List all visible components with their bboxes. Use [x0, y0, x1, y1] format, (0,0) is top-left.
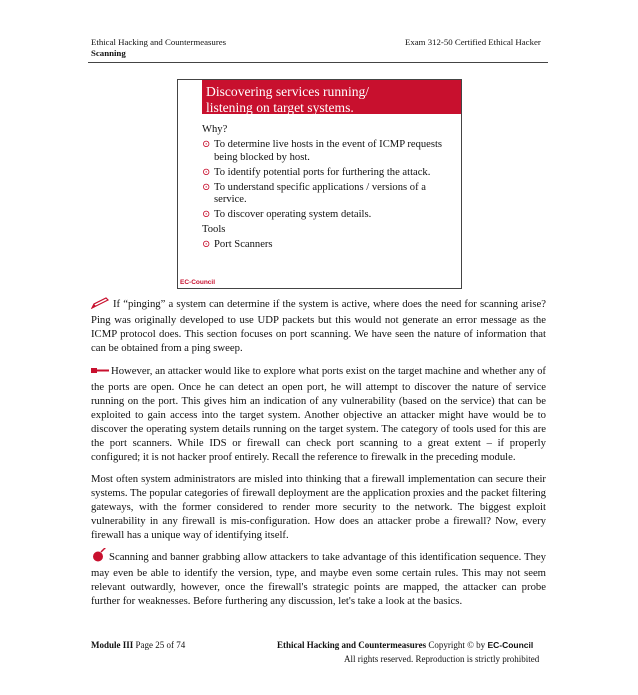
footer-course: Ethical Hacking and Countermeasures: [277, 640, 427, 650]
bomb-icon: [91, 548, 107, 566]
footer-rights: All rights reserved. Reproduction is strictly prohibited: [344, 654, 540, 664]
target-bullet-icon: ⊙: [202, 138, 211, 150]
tool-bullet: ⊙ Port Scanners: [202, 239, 273, 251]
paragraph-2: However, an attacker would like to explore what ports exist on the target machine and whether any of the ports are open. Once he can detect an open port, he will attempt to discover the nature of service running on the port. This gives him an indication of any vulnerability (based on the service) that can be exploited to gain access into the target system. Another objective an attacker might have would be to discover the operating system details running on the target system. The category of tools used for this are the port scanners. While IDS or firewall can check port scanning to a great extent – if properly configured; it is not hacker proof entirely. Recall the reference to firewalk in the preceding module.: [91, 365, 546, 463]
hammer-icon: [91, 366, 109, 380]
slide-body: [202, 124, 457, 254]
slide-title-line2: listening on target systems.: [206, 100, 354, 115]
footer-page-info: [91, 640, 185, 650]
footer-module: Module III: [91, 640, 134, 650]
slide-bullet: ⊙ To discover operating system details.: [202, 209, 372, 221]
header-module: Scanning: [91, 48, 126, 58]
footer-brand: EC-Council: [487, 640, 534, 650]
header-course: Ethical Hacking and Countermeasures: [91, 37, 227, 47]
target-bullet-icon: ⊙: [202, 166, 211, 178]
target-bullet-icon: ⊙: [202, 209, 211, 221]
slide-bullet: ⊙ To determine live hosts in the event of ICMP requests being blocked by host.: [202, 138, 443, 163]
slide-title-line1: Discovering services running/: [206, 84, 370, 99]
running-header: [91, 37, 226, 59]
header-exam: Exam 312-50 Certified Ethical Hacker: [405, 37, 541, 47]
pencil-icon: [91, 297, 111, 313]
footer-page: Page 25 of 74: [135, 640, 186, 650]
slide-bullet: ⊙ To understand specific applications / versions of a service.: [202, 181, 426, 206]
slide-bullet: ⊙ To identify potential ports for furthering the attack.: [202, 166, 431, 178]
paragraph-1: If “pinging” a system can determine if the system is active, where does the need for scanning arise? Ping was originally developed to use UDP packets but this would not generate an error message as the ICMP protocol does. This section focuses on port scanning. We have seen the nature of information that can be obtained from a ping sweep.: [91, 298, 546, 354]
footer-copyright-text: Copyright © by: [428, 640, 486, 650]
why-label: Why?: [202, 124, 228, 135]
header-divider: [88, 62, 548, 63]
ec-council-logo: EC-Council: [180, 279, 216, 286]
slide-figure: [177, 79, 462, 289]
slide-title: [202, 80, 461, 114]
tools-label: Tools: [202, 224, 226, 236]
footer-copyright: [277, 640, 533, 650]
paragraph-4: Scanning and banner grabbing allow attackers to take advantage of this identification sequence. They may even be able to identify the version, type, and maybe even some certain rules. This may not seem relevant outwardly, however, once the firewall's strategic points are mapped, the attacker can probe further for weaknesses. Before furthering any discussion, let's take a look at the basics.: [91, 548, 546, 608]
target-bullet-icon: ⊙: [202, 181, 211, 193]
target-bullet-icon: ⊙: [202, 239, 211, 251]
paragraph-3: Most often system administrators are misled into thinking that a firewall implementation can secure their systems. The popular categories of firewall deployment are the application proxies and the packet filtering gateways, with the former considered to render more security to the network. The biggest exploit vulnerability in any firewall is mis-configuration. How does an attacker probe a firewall? Now, every firewall has a unique way of identifying itself.: [91, 473, 546, 541]
